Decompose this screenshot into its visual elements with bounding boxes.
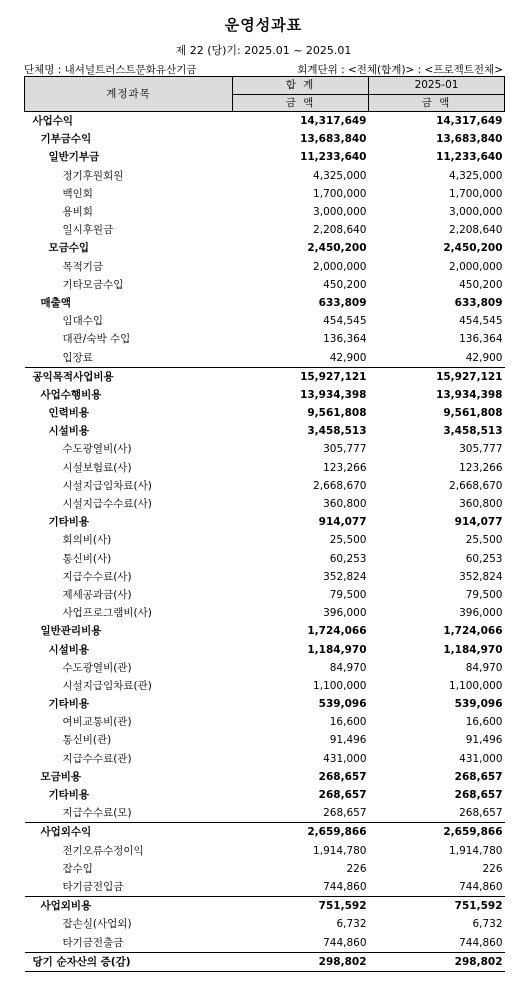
total-amount-cell: 2,668,670 <box>313 479 367 492</box>
table-row <box>25 897 505 916</box>
total-amount-cell: 226 <box>346 862 367 875</box>
table-row <box>25 459 505 477</box>
total-amount-cell: 454,545 <box>323 315 367 328</box>
column-subheader-amount: 금 액 <box>369 94 505 112</box>
total-amount-cell: 6,732 <box>336 918 367 931</box>
account-name-cell: 모금수입 <box>48 242 90 255</box>
account-name-cell: 잡손실(사업외) <box>62 918 132 931</box>
month-amount-cell: 450,200 <box>459 278 503 291</box>
table-row <box>25 915 505 933</box>
table-row <box>25 695 505 713</box>
total-amount-cell: 2,450,200 <box>307 242 367 255</box>
total-amount-cell: 1,700,000 <box>313 187 367 200</box>
month-amount-cell: 352,824 <box>459 570 503 583</box>
account-name-cell: 시설보험료(사) <box>62 461 132 474</box>
table-row <box>25 312 505 330</box>
account-name-cell: 일시후원금 <box>62 224 114 237</box>
account-name-cell: 용비회 <box>62 206 93 219</box>
account-name-cell: 사업프로그램비(사) <box>62 607 152 620</box>
month-amount-cell: 16,600 <box>465 716 503 729</box>
table-row <box>25 568 505 586</box>
account-name-cell: 기부금수익 <box>40 133 92 146</box>
month-amount-cell: 539,096 <box>454 698 503 711</box>
total-amount-cell: 744,860 <box>323 880 367 893</box>
column-header-account: 계정과목 <box>25 77 233 112</box>
account-name-cell: 사업외비용 <box>25 897 233 916</box>
table-row <box>25 495 505 513</box>
account-name-cell: 타기금전출금 <box>62 936 124 949</box>
column-header-total: 합 계 <box>233 77 369 95</box>
table-row <box>25 112 505 131</box>
account-name-cell: 지급수수료(모) <box>62 807 132 820</box>
total-amount-cell: 2,659,866 <box>233 823 369 842</box>
month-amount-cell: 1,700,000 <box>449 187 503 200</box>
month-amount-cell: 305,777 <box>459 443 503 456</box>
account-name-cell: 일반관리비용 <box>40 625 102 638</box>
report-title: 운영성과표 <box>224 16 303 34</box>
table-row <box>25 786 505 804</box>
month-amount-cell: 914,077 <box>454 516 503 529</box>
total-amount-cell: 3,000,000 <box>313 206 367 219</box>
account-name-cell: 기타모금수입 <box>62 278 124 291</box>
total-amount-cell: 14,317,649 <box>233 112 369 131</box>
total-amount-cell: 450,200 <box>323 278 367 291</box>
total-amount-cell: 91,496 <box>329 734 367 747</box>
table-row <box>25 586 505 604</box>
month-amount-cell: 744,860 <box>459 936 503 949</box>
table-row <box>25 367 505 386</box>
account-name-cell: 시설지급수수료(사) <box>62 498 152 511</box>
account-name-cell: 정기후원회원 <box>62 169 124 182</box>
month-amount-cell: 14,317,649 <box>369 112 505 131</box>
month-amount-cell: 268,657 <box>459 807 503 820</box>
account-name-cell: 공익목적사업비용 <box>25 367 233 386</box>
table-row <box>25 513 505 531</box>
month-amount-cell: 2,208,640 <box>449 224 503 237</box>
table-row <box>25 713 505 731</box>
month-amount-cell: 226 <box>482 862 503 875</box>
account-name-cell: 수도광열비(사) <box>62 443 132 456</box>
table-row <box>25 731 505 749</box>
account-name-cell: 임대수입 <box>62 315 104 328</box>
table-row <box>25 659 505 677</box>
table-row <box>25 221 505 239</box>
total-amount-cell: 352,824 <box>323 570 367 583</box>
account-name-cell: 지급수수료(사) <box>62 570 132 583</box>
table-row <box>25 477 505 495</box>
total-amount-cell: 1,724,066 <box>307 625 367 638</box>
total-amount-cell: 60,253 <box>329 552 367 565</box>
month-amount-cell: 1,914,780 <box>449 844 503 857</box>
month-amount-cell: 25,500 <box>465 534 503 547</box>
month-amount-cell: 396,000 <box>459 607 503 620</box>
table-row <box>25 386 505 404</box>
table-row <box>25 750 505 768</box>
month-amount-cell: 2,668,670 <box>449 479 503 492</box>
organization-name: 단체명 : 내셔널트러스트문화유산기금 <box>24 64 197 76</box>
table-row <box>25 294 505 312</box>
month-amount-cell: 2,000,000 <box>449 260 503 273</box>
total-amount-cell: 84,970 <box>329 661 367 674</box>
account-name-cell: 전기오류수정이익 <box>62 844 144 857</box>
month-amount-cell: 2,450,200 <box>443 242 503 255</box>
total-amount-cell: 15,927,121 <box>233 367 369 386</box>
account-name-cell: 대관/숙박 수입 <box>62 333 131 346</box>
total-amount-cell: 1,184,970 <box>307 643 367 656</box>
table-row <box>25 804 505 823</box>
total-amount-cell: 751,592 <box>233 897 369 916</box>
total-amount-cell: 136,364 <box>323 333 367 346</box>
total-amount-cell: 1,100,000 <box>313 679 367 692</box>
column-subheader-amount: 금 액 <box>233 94 369 112</box>
total-amount-cell: 13,683,840 <box>300 133 367 146</box>
month-amount-cell: 298,802 <box>369 952 505 971</box>
total-amount-cell: 123,266 <box>323 461 367 474</box>
account-name-cell: 모금비용 <box>40 770 82 783</box>
total-amount-cell: 744,860 <box>323 936 367 949</box>
account-name-cell: 입장료 <box>62 351 93 364</box>
total-amount-cell: 539,096 <box>318 698 367 711</box>
account-name-cell: 여비교통비(관) <box>62 716 132 729</box>
account-name-cell: 지급수수료(관) <box>62 752 132 765</box>
month-amount-cell: 6,732 <box>472 918 503 931</box>
total-amount-cell: 42,900 <box>329 351 367 364</box>
account-name-cell: 통신비(관) <box>62 734 112 747</box>
table-header <box>25 77 505 112</box>
account-name-cell: 인력비용 <box>48 407 90 420</box>
table-row <box>25 348 505 367</box>
account-name-cell: 수도광열비(관) <box>62 661 132 674</box>
total-amount-cell: 4,325,000 <box>313 169 367 182</box>
total-amount-cell: 9,561,808 <box>307 407 367 420</box>
total-amount-cell: 360,800 <box>323 498 367 511</box>
table-row <box>25 422 505 440</box>
month-amount-cell: 431,000 <box>459 752 503 765</box>
account-name-cell: 시설비용 <box>48 425 90 438</box>
table-row <box>25 952 505 971</box>
table-row <box>25 933 505 952</box>
month-amount-cell: 42,900 <box>465 351 503 364</box>
account-name-cell: 시설지급임차료(사) <box>62 479 152 492</box>
month-amount-cell: 3,000,000 <box>449 206 503 219</box>
table-body <box>25 112 505 972</box>
month-amount-cell: 15,927,121 <box>369 367 505 386</box>
table-row <box>25 185 505 203</box>
total-amount-cell: 11,233,640 <box>300 151 367 164</box>
table-row <box>25 258 505 276</box>
table-row <box>25 404 505 422</box>
total-amount-cell: 268,657 <box>323 807 367 820</box>
table-row <box>25 860 505 878</box>
account-name-cell: 기타비용 <box>48 698 90 711</box>
table-row <box>25 239 505 257</box>
month-amount-cell: 60,253 <box>465 552 503 565</box>
table-row <box>25 148 505 166</box>
month-amount-cell: 633,809 <box>454 296 503 309</box>
total-amount-cell: 1,914,780 <box>313 844 367 857</box>
total-amount-cell: 633,809 <box>318 296 367 309</box>
account-name-cell: 제세공과금(사) <box>62 588 132 601</box>
table-row <box>25 640 505 658</box>
month-amount-cell: 136,364 <box>459 333 503 346</box>
table-row <box>25 531 505 549</box>
total-amount-cell: 305,777 <box>323 443 367 456</box>
account-name-cell: 매출액 <box>40 296 71 309</box>
month-amount-cell: 454,545 <box>459 315 503 328</box>
total-amount-cell: 3,458,513 <box>307 425 367 438</box>
month-amount-cell: 123,266 <box>459 461 503 474</box>
month-amount-cell: 1,724,066 <box>443 625 503 638</box>
table-row <box>25 440 505 458</box>
table-row <box>25 768 505 786</box>
account-name-cell: 사업수익 <box>25 112 233 131</box>
total-amount-cell: 16,600 <box>329 716 367 729</box>
month-amount-cell: 751,592 <box>369 897 505 916</box>
total-amount-cell: 431,000 <box>323 752 367 765</box>
month-amount-cell: 79,500 <box>465 588 503 601</box>
total-amount-cell: 298,802 <box>233 952 369 971</box>
total-amount-cell: 2,000,000 <box>313 260 367 273</box>
table-row <box>25 842 505 860</box>
month-amount-cell: 360,800 <box>459 498 503 511</box>
account-name-cell: 일반기부금 <box>48 151 100 164</box>
operating-results-table <box>24 76 505 972</box>
account-name-cell: 시설비용 <box>48 643 90 656</box>
month-amount-cell: 3,458,513 <box>443 425 503 438</box>
total-amount-cell: 79,500 <box>329 588 367 601</box>
account-name-cell: 목적기금 <box>62 260 104 273</box>
total-amount-cell: 914,077 <box>318 516 367 529</box>
month-amount-cell: 13,934,398 <box>436 388 503 401</box>
month-amount-cell: 11,233,640 <box>436 151 503 164</box>
month-amount-cell: 1,184,970 <box>443 643 503 656</box>
account-name-cell: 사업수행비용 <box>40 388 102 401</box>
account-name-cell: 당기 순자산의 증(감) <box>25 952 233 971</box>
account-name-cell: 기타비용 <box>48 789 90 802</box>
table-row <box>25 330 505 348</box>
account-name-cell: 사업외수익 <box>25 823 233 842</box>
account-name-cell: 백인회 <box>62 187 93 200</box>
report-period: 제 22 (당)기: 2025.01 ~ 2025.01 <box>175 44 352 57</box>
table-row <box>25 203 505 221</box>
table-row <box>25 622 505 640</box>
total-amount-cell: 268,657 <box>318 770 367 783</box>
month-amount-cell: 268,657 <box>454 770 503 783</box>
month-amount-cell: 744,860 <box>459 880 503 893</box>
month-amount-cell: 1,100,000 <box>449 679 503 692</box>
account-name-cell: 통신비(사) <box>62 552 112 565</box>
column-header-month: 2025-01 <box>369 77 505 95</box>
accounting-unit: 회계단위 : <전체(합계)> : <프로젝트전체> <box>297 64 503 76</box>
total-amount-cell: 25,500 <box>329 534 367 547</box>
month-amount-cell: 268,657 <box>454 789 503 802</box>
total-amount-cell: 13,934,398 <box>300 388 367 401</box>
table-row <box>25 677 505 695</box>
month-amount-cell: 2,659,866 <box>369 823 505 842</box>
table-row <box>25 130 505 148</box>
month-amount-cell: 13,683,840 <box>436 133 503 146</box>
table-row <box>25 550 505 568</box>
table-row <box>25 276 505 294</box>
account-name-cell: 시설지급임차료(관) <box>62 679 152 692</box>
table-row <box>25 604 505 622</box>
month-amount-cell: 9,561,808 <box>443 407 503 420</box>
month-amount-cell: 91,496 <box>465 734 503 747</box>
month-amount-cell: 4,325,000 <box>449 169 503 182</box>
table-row <box>25 823 505 842</box>
account-name-cell: 타기금전입금 <box>62 880 124 893</box>
account-name-cell: 기타비용 <box>48 516 90 529</box>
table-row <box>25 167 505 185</box>
total-amount-cell: 268,657 <box>318 789 367 802</box>
total-amount-cell: 396,000 <box>323 607 367 620</box>
account-name-cell: 회의비(사) <box>62 534 112 547</box>
total-amount-cell: 2,208,640 <box>313 224 367 237</box>
month-amount-cell: 84,970 <box>465 661 503 674</box>
account-name-cell: 잡수입 <box>62 862 93 875</box>
table-row <box>25 878 505 897</box>
